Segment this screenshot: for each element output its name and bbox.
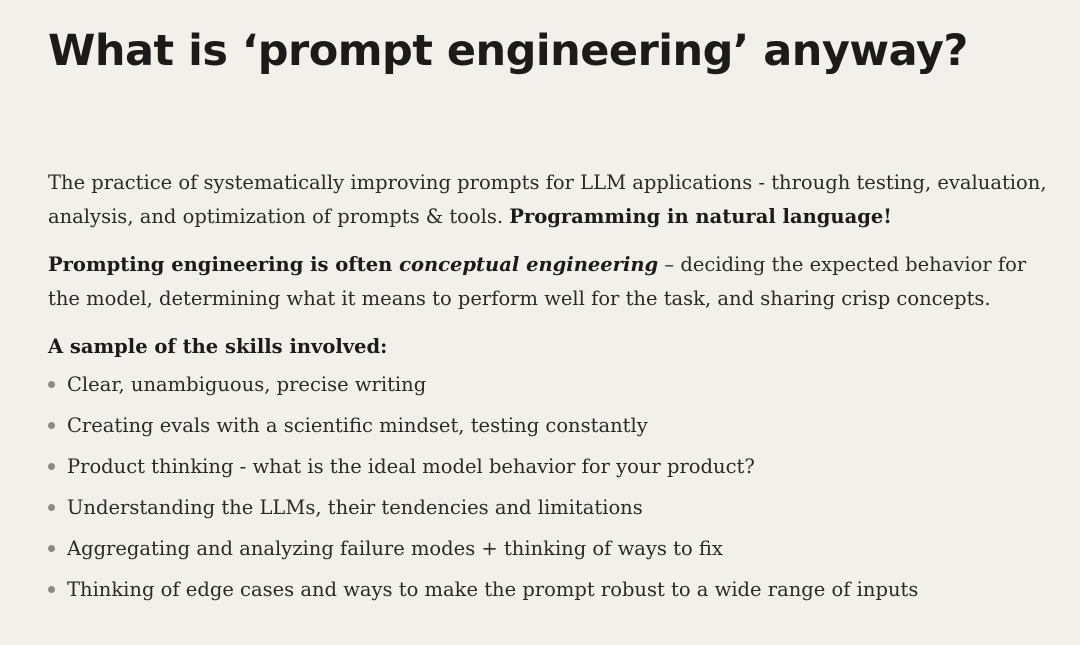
bullet-icon bbox=[48, 381, 55, 388]
skill-text: Product thinking - what is the ideal model behavior for your product? bbox=[67, 455, 755, 478]
intro-paragraph bbox=[48, 166, 1058, 234]
concept-bold-italic: conceptual engineering bbox=[399, 253, 659, 276]
skill-text: Clear, unambiguous, precise writing bbox=[67, 373, 427, 396]
concept-paragraph bbox=[48, 248, 1058, 316]
skill-text: Thinking of edge cases and ways to make the prompt robust to a wide range of inputs bbox=[67, 578, 919, 601]
list-item bbox=[48, 364, 1058, 405]
concept-bold-prefix: Prompting engineering is often bbox=[48, 253, 400, 276]
bullet-icon bbox=[48, 545, 55, 552]
skills-heading: A sample of the skills involved: bbox=[48, 335, 388, 358]
skill-text: Creating evals with a scientific mindset, testing constantly bbox=[67, 414, 648, 437]
intro-emphasis: Programming in natural language! bbox=[509, 205, 892, 228]
list-item bbox=[48, 446, 1058, 487]
skill-text: Understanding the LLMs, their tendencies and limitations bbox=[67, 496, 643, 519]
list-item bbox=[48, 528, 1058, 569]
list-item bbox=[48, 569, 1058, 610]
skill-text: Aggregating and analyzing failure modes + thinking of ways to fix bbox=[67, 537, 723, 560]
list-item bbox=[48, 487, 1058, 528]
bullet-icon bbox=[48, 422, 55, 429]
bullet-icon bbox=[48, 504, 55, 511]
slide-body bbox=[48, 166, 1058, 610]
intro-text: The practice of systematically improving prompts for LLM applications - through testing, evaluation, analysis, and optimization of prompts & tools. bbox=[48, 171, 1047, 228]
skills-list bbox=[48, 364, 1058, 610]
slide-title: What is ‘prompt engineering’ anyway? bbox=[48, 26, 968, 76]
bullet-icon bbox=[48, 463, 55, 470]
concept-rest: – deciding the expected behavior for the model, determining what it means to perform well for the task, and sharing crisp concepts. bbox=[48, 253, 1027, 310]
bullet-icon bbox=[48, 586, 55, 593]
list-item bbox=[48, 405, 1058, 446]
